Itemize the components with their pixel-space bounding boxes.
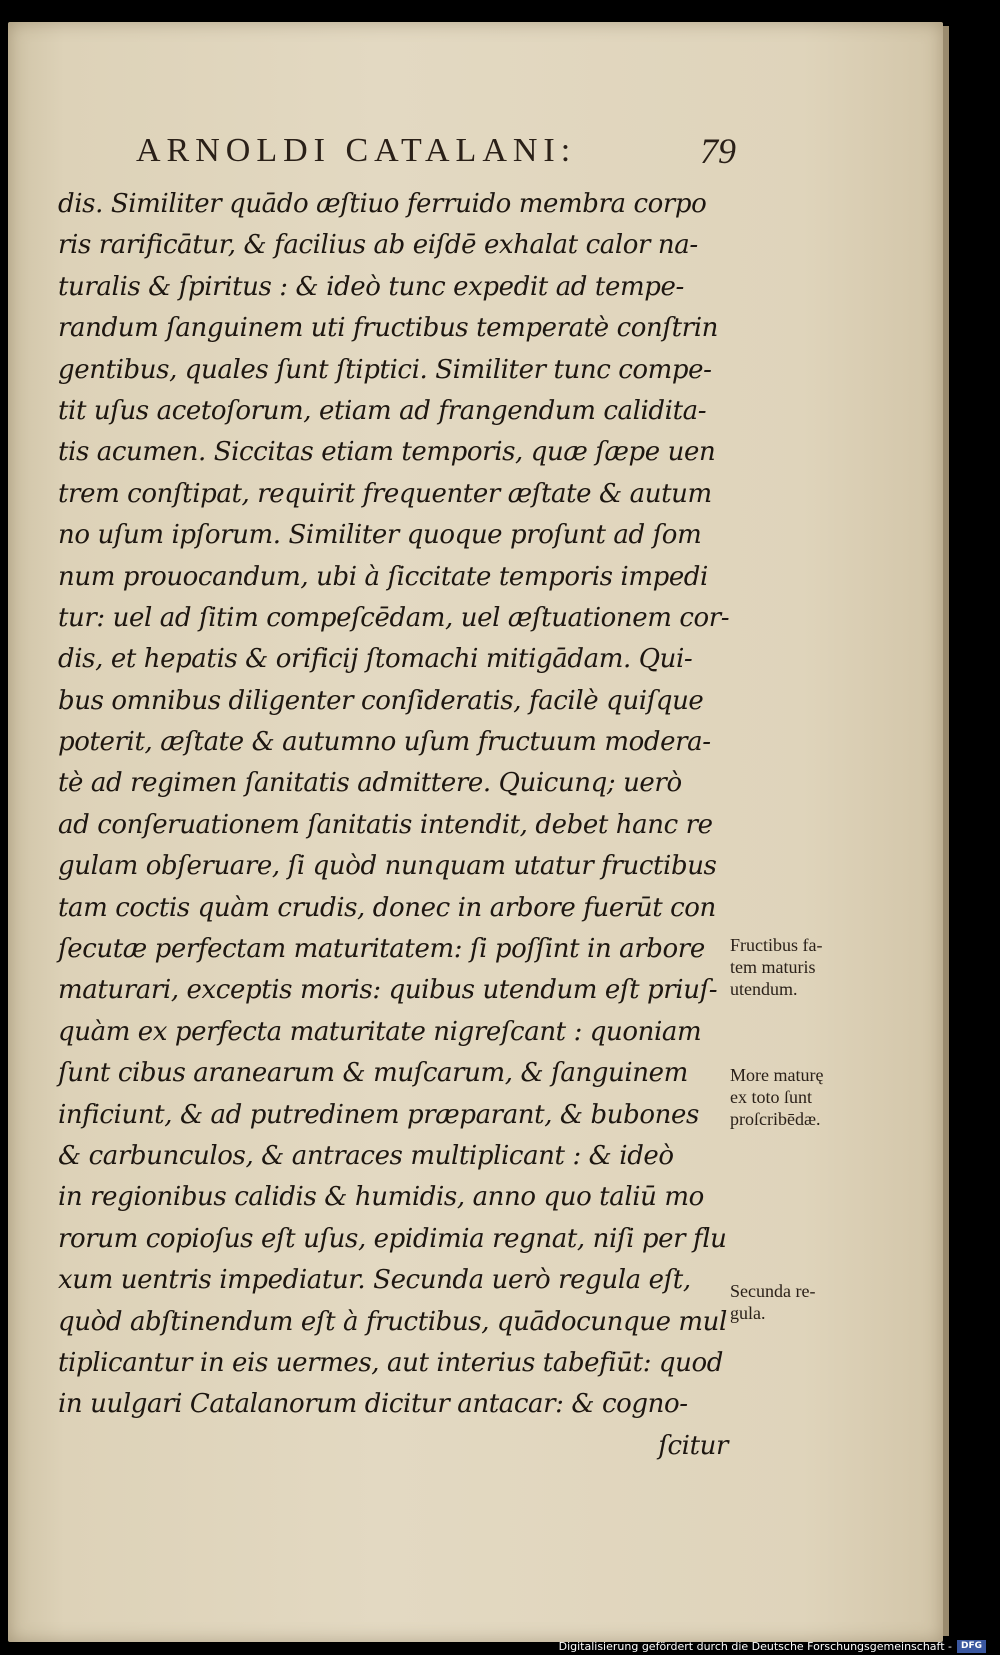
marginal-note-line: ex toto ſunt [730,1087,812,1107]
text-line: gulam obſeruare, ſi quòd nunquam utatur fructibus [58,851,717,882]
marginal-note-line: utendum. [730,979,798,999]
text-line: xum uentris impediatur. Secunda uerò regula eſt, [58,1265,691,1296]
dfg-logo: DFG [957,1640,986,1653]
text-line: in regionibus calidis & humidis, anno quo taliū mo [58,1182,704,1213]
text-line: rorum copioſus eſt uſus, epidimia regnat, niſi per flu [58,1223,727,1254]
text-line: turalis & ſpiritus : & ideò tunc expedit ad tempe- [58,271,684,302]
marginal-note-line: Fructibus fa- [730,935,823,955]
marginal-note-line: gula. [730,1303,766,1323]
text-line: no uſum ipſorum. Similiter quoque proſunt ad ſom [58,520,702,551]
text-line: poterit, æſtate & autumno uſum fructuum modera- [58,727,711,758]
text-line: maturari, exceptis moris: quibus utendum eſt priuſ- [58,975,718,1006]
text-line: in uulgari Catalanorum dicitur antacar: & cogno- [58,1389,688,1420]
text-line: tam coctis quàm crudis, donec in arbore fuerūt con [58,892,716,923]
page-number: 79 [700,131,736,171]
marginal-note [730,1280,880,1324]
book-page [8,22,943,1642]
text-line: tit uſus acetoſorum, etiam ad frangendum calidita- [58,395,707,426]
text-line: ris rarificātur, & facilius ab eiſdē exhalat calor na- [58,230,698,261]
text-line: quòd abſtinendum eſt à fructibus, quādocunque mul [58,1306,727,1337]
marginal-note-line: tem maturis [730,957,816,977]
catchword: ſcitur [658,1430,728,1461]
text-line: gentibus, quales ſunt ſtiptici. Similiter tunc compe- [58,354,712,385]
digitization-footer [559,1639,986,1653]
text-line: dis. Similiter quādo æſtiuo ferruido membra corpo [58,189,707,219]
text-line: tur: uel ad ſitim compeſcēdam, uel æſtuationem cor- [58,602,730,633]
text-line: inficiunt, & ad putredinem præparant, & bubones [58,1099,699,1130]
running-head: ARNOLDI CATALANI: [136,132,577,169]
marginal-note [730,934,880,1000]
text-line: tiplicantur in eis uermes, aut interius tabefiūt: quod [58,1347,724,1378]
marginal-note-line: More maturę [730,1065,824,1085]
text-line: dis, et hepatis & orificij ſtomachi mitigādam. Qui- [58,644,693,675]
text-line: ad conſeruationem ſanitatis intendit, debet hanc re [58,809,713,840]
body-text [58,184,728,1467]
text-line: bus omnibus diligenter conſideratis, facilè quiſque [58,685,704,716]
page-header [136,132,736,178]
text-line: tis acumen. Siccitas etiam temporis, quæ ſæpe uen [58,437,716,468]
footer-text: Digitalisierung gefördert durch die Deutsche Forschungsgemeinschaft - [558,1639,952,1653]
text-line: randum ſanguinem uti fructibus temperatè conſtrin [58,313,718,344]
marginal-note-line: proſcribēdæ. [730,1109,821,1129]
text-line: trem conſtipat, requirit frequenter æſtate & autum [58,478,712,509]
text-line: num prouocandum, ubi à ſiccitate temporis impedi [58,561,708,592]
text-line: quàm ex perfecta maturitate nigreſcant : quoniam [58,1016,702,1047]
marginal-note [730,1064,880,1130]
text-line: ſecutæ perfectam maturitatem: ſi poſſint in arbore [58,934,705,965]
text-line: ſunt cibus aranearum & muſcarum, & ſanguinem [58,1058,688,1089]
page-edge [943,26,949,1636]
text-line: & carbunculos, & antraces multiplicant : & ideò [58,1140,674,1171]
text-line: tè ad regimen ſanitatis admittere. Quicunq; uerò [58,768,682,799]
marginal-note-line: Secunda re- [730,1281,816,1301]
